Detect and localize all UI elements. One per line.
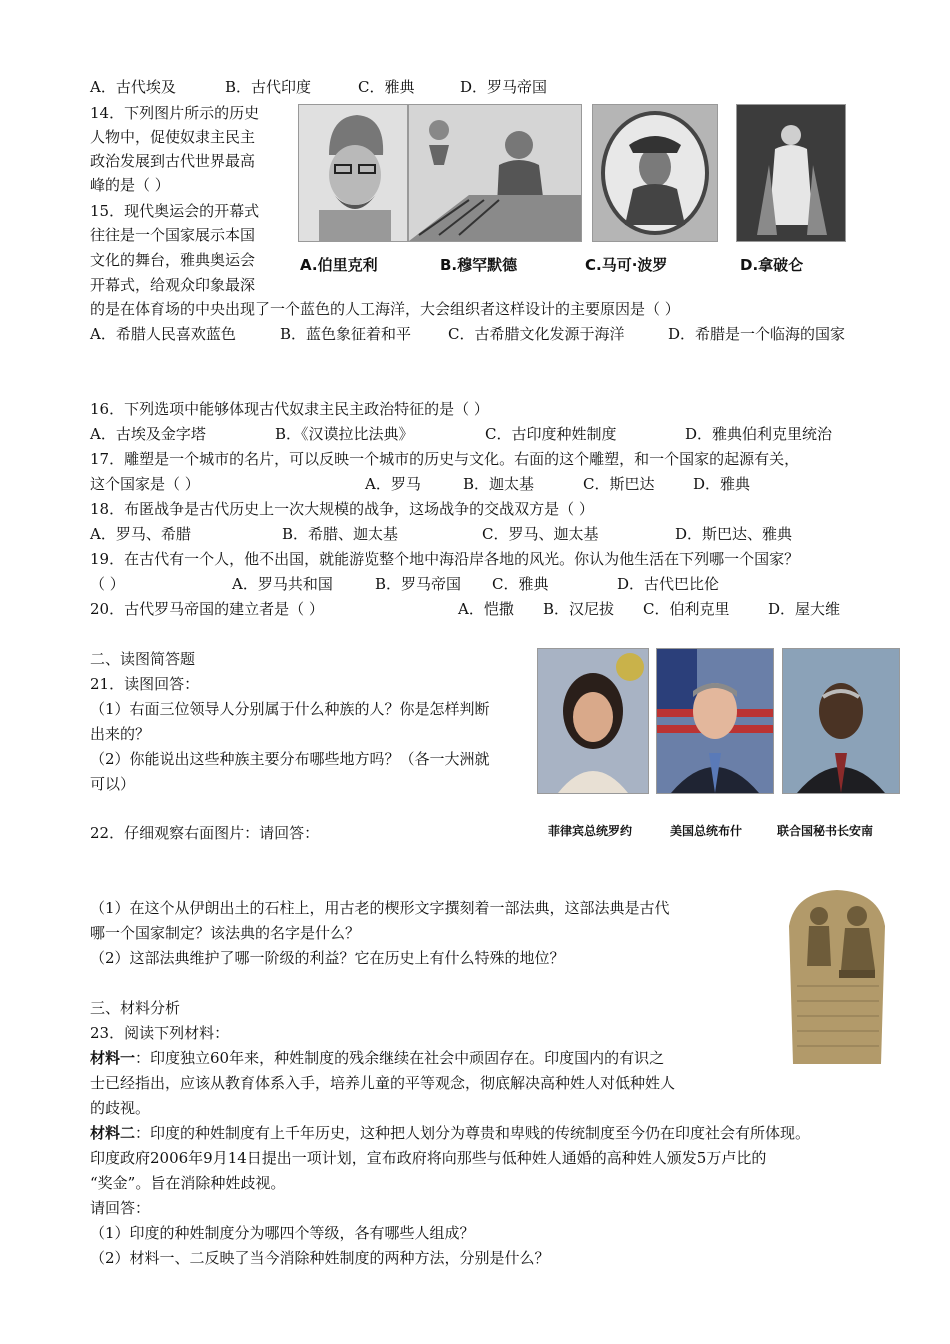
q22-line: （2）这部法典维护了哪一阶级的利益？它在历史上有什么特殊的地位？ (90, 949, 565, 967)
q21-line: （2）你能说出这些种族主要分布哪些地方吗？（各一大洲就 (90, 750, 490, 768)
q13-option-b: B．古代印度 (225, 78, 312, 96)
q16-option-b: B．《汉谟拉比法典》 (275, 425, 414, 443)
bush-photo (656, 648, 774, 794)
q16-option-a: A．古埃及金字塔 (90, 425, 206, 443)
material1-label: 材料一 (90, 1049, 136, 1067)
q19-paren: （ ） (90, 575, 125, 593)
material1-text: ：印度独立60年来，种姓制度的残余继续在社会中顽固存在。印度国内的有识之 (135, 1049, 665, 1067)
q17-line2: 这个国家是（ ） (90, 475, 200, 493)
napoleon-portrait (736, 104, 846, 242)
q18-option-a: A．罗马、希腊 (90, 525, 191, 543)
q16-option-c: C．古印度种姓制度 (485, 425, 617, 443)
pericles-portrait (298, 104, 408, 242)
q18-option-b: B．希腊、迦太基 (282, 525, 399, 543)
q17-option-d: D．雅典 (693, 475, 751, 493)
material2-text: ：印度的种姓制度有上千年历史，这种把人划分为尊贵和卑贱的传统制度至今仍在印度社会有所体现。 (135, 1124, 811, 1142)
q21-line: 可以） (90, 775, 136, 793)
q22-title: 22．仔细观察右面图片：请回答： (90, 824, 320, 842)
q15-option-c: C．古希腊文化发源于海洋 (448, 325, 625, 343)
q14-line: 14．下列图片所示的历史 (90, 104, 260, 122)
q19-text: 19．在古代有一个人，他不出国，就能游览整个地中海沿岸各地的风光。你认为他生活在下列哪一个国家？ (90, 550, 800, 568)
q13-option-a: A．古代埃及 (90, 78, 176, 96)
q19-option-d: D．古代巴比伦 (617, 575, 720, 593)
q23-question: （2）材料一、二反映了当今消除种姓制度的两种方法，分别是什么？ (90, 1249, 550, 1267)
q15-line-full: 的是在体育场的中央出现了一个蓝色的人工海洋，大会组织者这样设计的主要原因是（ ） (90, 300, 680, 318)
q19-option-b: B．罗马帝国 (375, 575, 462, 593)
q20-option-c: C．伯利克里 (643, 600, 730, 618)
q16-text: 16．下列选项中能够体现古代奴隶主民主政治特征的是（ ） (90, 400, 489, 418)
q22-line: 哪一个国家制定？该法典的名字是什么？ (90, 924, 361, 942)
material2-line1 (90, 1122, 810, 1144)
q17-line1: 17．雕塑是一个城市的名片，可以反映一个城市的历史与文化。右面的这个雕塑，和一个国家的起源有关， (90, 450, 800, 468)
q19-option-c: C．雅典 (492, 575, 549, 593)
q18-text: 18．布匿战争是古代历史上一次大规模的战争，这场战争的交战双方是（ ） (90, 500, 594, 518)
q23-question: （1）印度的种姓制度分为哪四个等级，各有哪些人组成？ (90, 1224, 475, 1242)
q22-line: （1）在这个从伊朗出土的石柱上，用古老的楔形文字撰刻着一部法典，这部法典是古代 (90, 899, 670, 917)
arroyo-photo (537, 648, 649, 794)
q21-title: 21．读图回答： (90, 675, 200, 693)
q15-option-d: D．希腊是一个临海的国家 (668, 325, 846, 343)
section3-title: 三、材料分析 (90, 999, 181, 1017)
q23-ask: 请回答： (90, 1199, 151, 1217)
section2-title: 二、读图简答题 (90, 650, 196, 668)
q13-option-c: C．雅典 (358, 78, 415, 96)
q17-option-b: B．迦太基 (463, 475, 535, 493)
material1-line1 (90, 1047, 664, 1069)
q14-line: 峰的是（ ） (90, 176, 170, 194)
q20-option-d: D．屋大维 (768, 600, 841, 618)
q17-option-c: C．斯巴达 (583, 475, 655, 493)
q15-line: 往往是一个国家展示本国 (90, 226, 256, 244)
q14-caption-c: C.马可·波罗 (585, 256, 668, 274)
q14-line: 政治发展到古代世界最高 (90, 152, 256, 170)
material2-line: “奖金”。旨在消除种姓歧视。 (90, 1174, 286, 1192)
q14-caption-a: A.伯里克利 (300, 256, 378, 274)
q21-caption: 联合国秘书长安南 (777, 824, 874, 838)
q21-caption: 美国总统布什 (670, 824, 743, 838)
annan-photo (782, 648, 900, 794)
q15-line: 文化的舞台，雅典奥运会 (90, 251, 256, 269)
q21-line: 出来的？ (90, 725, 151, 743)
q18-option-d: D．斯巴达、雅典 (675, 525, 793, 543)
q14-caption-d: D.拿破仑 (740, 256, 804, 274)
q16-option-d: D．雅典伯利克里统治 (685, 425, 833, 443)
q21-line: （1）右面三位领导人分别属于什么种族的人？你是怎样判断 (90, 700, 490, 718)
q15-line: 15．现代奥运会的开幕式 (90, 202, 260, 220)
q14-line: 人物中，促使奴隶主民主 (90, 128, 256, 146)
material1-line: 士已经指出，应该从教育体系入手，培养儿童的平等观念，彻底解决高种姓人对低种姓人 (90, 1074, 676, 1092)
q15-option-a: A．希腊人民喜欢蓝色 (90, 325, 236, 343)
q20-option-a: A．恺撒 (458, 600, 514, 618)
q21-caption: 菲律宾总统罗约 (548, 824, 633, 838)
q19-option-a: A．罗马共和国 (232, 575, 333, 593)
q20-text: 20．古代罗马帝国的建立者是（ ） (90, 600, 324, 618)
material2-line: 印度政府2006年9月14日提出一项计划，宣布政府将向那些与低种姓人通婚的高种姓人颁发5万卢比的 (90, 1149, 767, 1167)
q17-option-a: A．罗马 (365, 475, 421, 493)
q23-title: 23．阅读下列材料： (90, 1024, 230, 1042)
q14-caption-b: B.穆罕默德 (440, 256, 518, 274)
q20-option-b: B．汉尼拔 (543, 600, 615, 618)
q13-option-d: D．罗马帝国 (460, 78, 548, 96)
hammurabi-stele-image (775, 886, 900, 1064)
marco-polo-portrait (592, 104, 718, 242)
material1-line: 的歧视。 (90, 1099, 151, 1117)
q15-line: 开幕式，给观众印象最深 (90, 276, 256, 294)
q15-option-b: B．蓝色象征着和平 (280, 325, 412, 343)
material2-label: 材料二 (90, 1124, 136, 1142)
q18-option-c: C．罗马、迦太基 (482, 525, 599, 543)
muhammad-image (408, 104, 582, 242)
